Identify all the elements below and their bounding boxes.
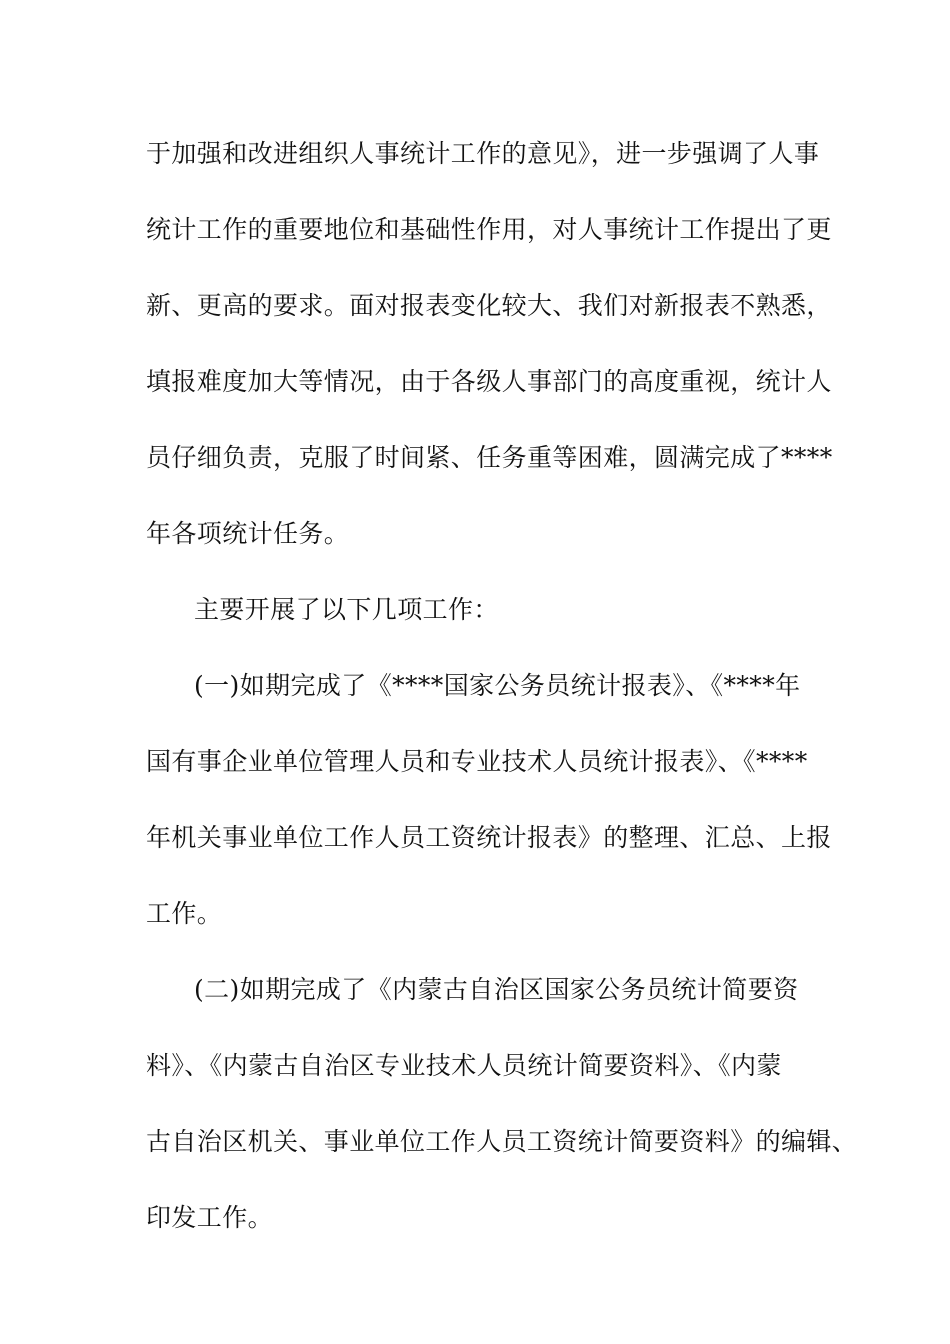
text-line: 主要开展了以下几项工作： <box>194 595 499 624</box>
text-line: 印发工作。 <box>146 1203 274 1232</box>
text-line: 古自治区机关、事业单位工作人员工资统计简要资料》的编辑、 <box>146 1127 858 1156</box>
text-line: 统计工作的重要地位和基础性作用，对人事统计工作提出了更 <box>146 215 832 244</box>
text-line: (一)如期完成了《****国家公务员统计报表》、《****年 <box>194 671 801 700</box>
paragraph-intro <box>146 128 833 584</box>
text-line: 新、更高的要求。面对报表变化较大、我们对新报表不熟悉， <box>146 291 832 320</box>
paragraph-item-2 <box>146 964 858 1268</box>
text-line: 年机关事业单位工作人员工资统计报表》的整理、汇总、上报 <box>146 823 832 852</box>
text-line: 填报难度加大等情况，由于各级人事部门的高度重视，统计人 <box>146 367 832 396</box>
paragraph-main-work <box>146 584 826 660</box>
document-body <box>146 128 858 1268</box>
text-line: 料》、《内蒙古自治区专业技术人员统计简要资料》、《内蒙 <box>146 1051 782 1080</box>
text-line: 国有事企业单位管理人员和专业技术人员统计报表》、《**** <box>146 747 808 776</box>
text-line: 员仔细负责，克服了时间紧、任务重等困难，圆满完成了**** <box>146 443 833 472</box>
paragraph-item-1 <box>146 660 832 964</box>
text-line: 年各项统计任务。 <box>146 519 350 548</box>
text-line: 于加强和改进组织人事统计工作的意见》，进一步强调了人事 <box>146 139 820 168</box>
text-line: (二)如期完成了《内蒙古自治区国家公务员统计简要资 <box>194 975 799 1004</box>
text-line: 工作。 <box>146 899 223 928</box>
